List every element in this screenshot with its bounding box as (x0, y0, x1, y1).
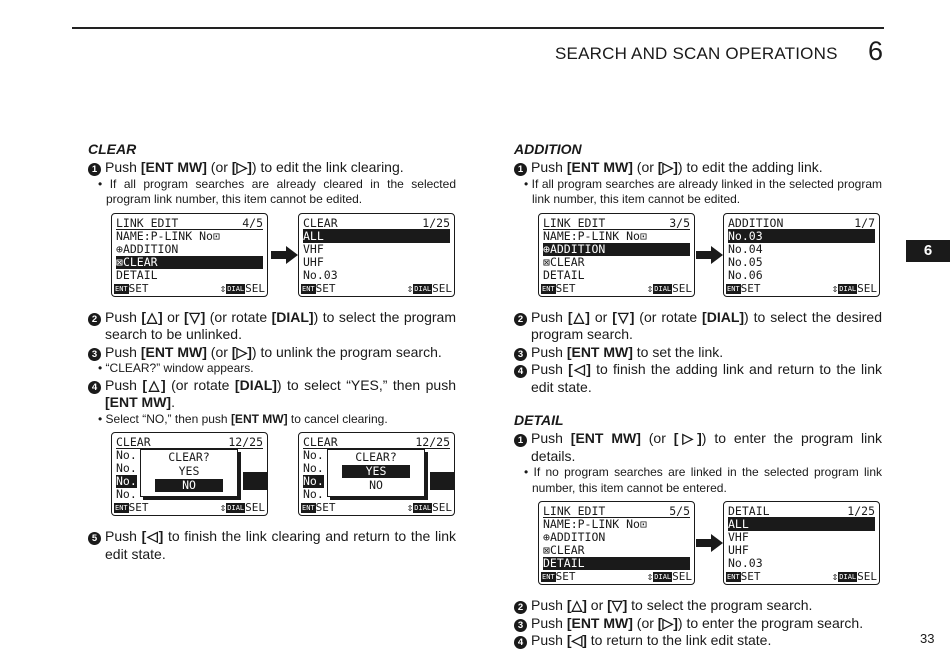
page-number: 33 (920, 631, 935, 646)
detail-lcd-row (514, 501, 882, 591)
clear-confirm-dialog-yes: CLEAR? YES NO (327, 449, 425, 497)
detail-note-1: • If no program searches are linked in the selected program link number, this item cannot be entered. (524, 465, 882, 495)
detail-step-2: 2 Push [△] or [▽] to select the program search. (514, 597, 882, 615)
addition-step-4: 4 Push [◁] to finish the adding link and return to the link edit state. (514, 361, 882, 396)
addition-section (514, 141, 882, 650)
dialog-yes-option: YES (178, 464, 200, 478)
section-heading-clear: CLEAR (88, 141, 137, 157)
lcd-link-edit-addition: LINK EDIT 3/5 NAME:P-LINK No⊡ ⊕ADDITION ⊠CLEAR DETAIL ENTSET ⇕DIALSEL (538, 213, 695, 297)
lcd-clear-list: CLEAR 1/25 ALL VHF UHF No.03 ENTSET ⇕DIALSEL (298, 213, 455, 297)
step-block-marker (243, 472, 267, 490)
clear-note-4: • Select “NO,” then push [ENT MW] to cancel clearing. (98, 411, 388, 426)
addition-step-3: 3 Push [ENT MW] to set the link. (514, 344, 882, 362)
addition-step-2: 2 Push [△] or [▽] (or rotate [DIAL]) to select the desired program search. (514, 309, 882, 344)
chapter-side-tab: 6 (906, 240, 950, 262)
section-heading-addition: ADDITION (514, 141, 582, 157)
page-header-title: SEARCH AND SCAN OPERATIONS (555, 44, 838, 63)
clear-section (88, 141, 456, 563)
clear-step-5: 5 Push [◁] to finish the link clearing and return to the link edit state. (88, 528, 456, 563)
lcd-clear-confirm-yes: CLEAR 12/25 No. No. No. No. CLEAR? YES NO ENTSET ⇕DIALSEL (111, 432, 268, 516)
lcd-detail-list: DETAIL 1/25 ALL VHF UHF No.03 ENTSET ⇕DIALSEL (723, 501, 880, 585)
detail-step-1: 1 Push [ENT MW] (or [▷]) to enter the program link details. (514, 430, 882, 465)
right-arrow-icon (696, 246, 723, 264)
clear-lcd-row-2 (88, 432, 456, 522)
addition-step-1: 1 Push [ENT MW] (or [▷]) to edit the adding link. (514, 159, 882, 177)
clear-step-2: 2 Push [△] or [▽] (or rotate [DIAL]) to select the program search to be unlinked. (88, 309, 456, 344)
header-rule (72, 27, 884, 29)
detail-step-3: 3 Push [ENT MW] (or [▷]) to enter the program search. (514, 615, 882, 633)
clear-note-1: • If all program searches are already cleared in the selected program link number, this item cannot be edited. (98, 176, 456, 206)
clear-confirm-dialog: CLEAR? YES NO (140, 449, 238, 497)
dialog-no-option: NO (155, 479, 223, 492)
detail-step-4: 4 Push [◁] to return to the link edit state. (514, 632, 882, 650)
chapter-number: 6 (868, 36, 884, 66)
clear-step-3: 3 Push [ENT MW] (or [▷]) to unlink the program search. (88, 344, 456, 362)
addition-note-1: • If all program searches are already linked in the selected program link number, this item cannot be edited. (524, 176, 882, 206)
lcd-clear-confirm-no: CLEAR 12/25 No. No. No. No. CLEAR? YES NO ENTSET ⇕DIALSEL (298, 432, 455, 516)
lcd-addition-list: ADDITION 1/7 No.03 No.04 No.05 No.06 ENTSET ⇕DIALSEL (723, 213, 880, 297)
clear-note-3: • “CLEAR?” window appears. (98, 361, 254, 375)
section-heading-detail: DETAIL (514, 412, 564, 428)
step-block-marker (430, 472, 454, 490)
right-arrow-icon (271, 246, 298, 264)
lcd-link-edit-clear: LINK EDIT 4/5 NAME:P-LINK No⊡ ⊕ADDITION ⊠CLEAR DETAIL ENTSET ⇕DIALSEL (111, 213, 268, 297)
clear-step-1: 1 Push [ENT MW] (or [▷]) to edit the link clearing. (88, 159, 456, 177)
clear-lcd-row-1 (88, 213, 456, 303)
right-arrow-icon (696, 534, 723, 552)
lcd-link-edit-detail: LINK EDIT 5/5 NAME:P-LINK No⊡ ⊕ADDITION ⊠CLEAR DETAIL ENTSET ⇕DIALSEL (538, 501, 695, 585)
clear-step-4: 4 Push [△] (or rotate [DIAL]) to select “YES,” then push [ENT MW]. (88, 377, 456, 412)
addition-lcd-row (514, 213, 882, 303)
